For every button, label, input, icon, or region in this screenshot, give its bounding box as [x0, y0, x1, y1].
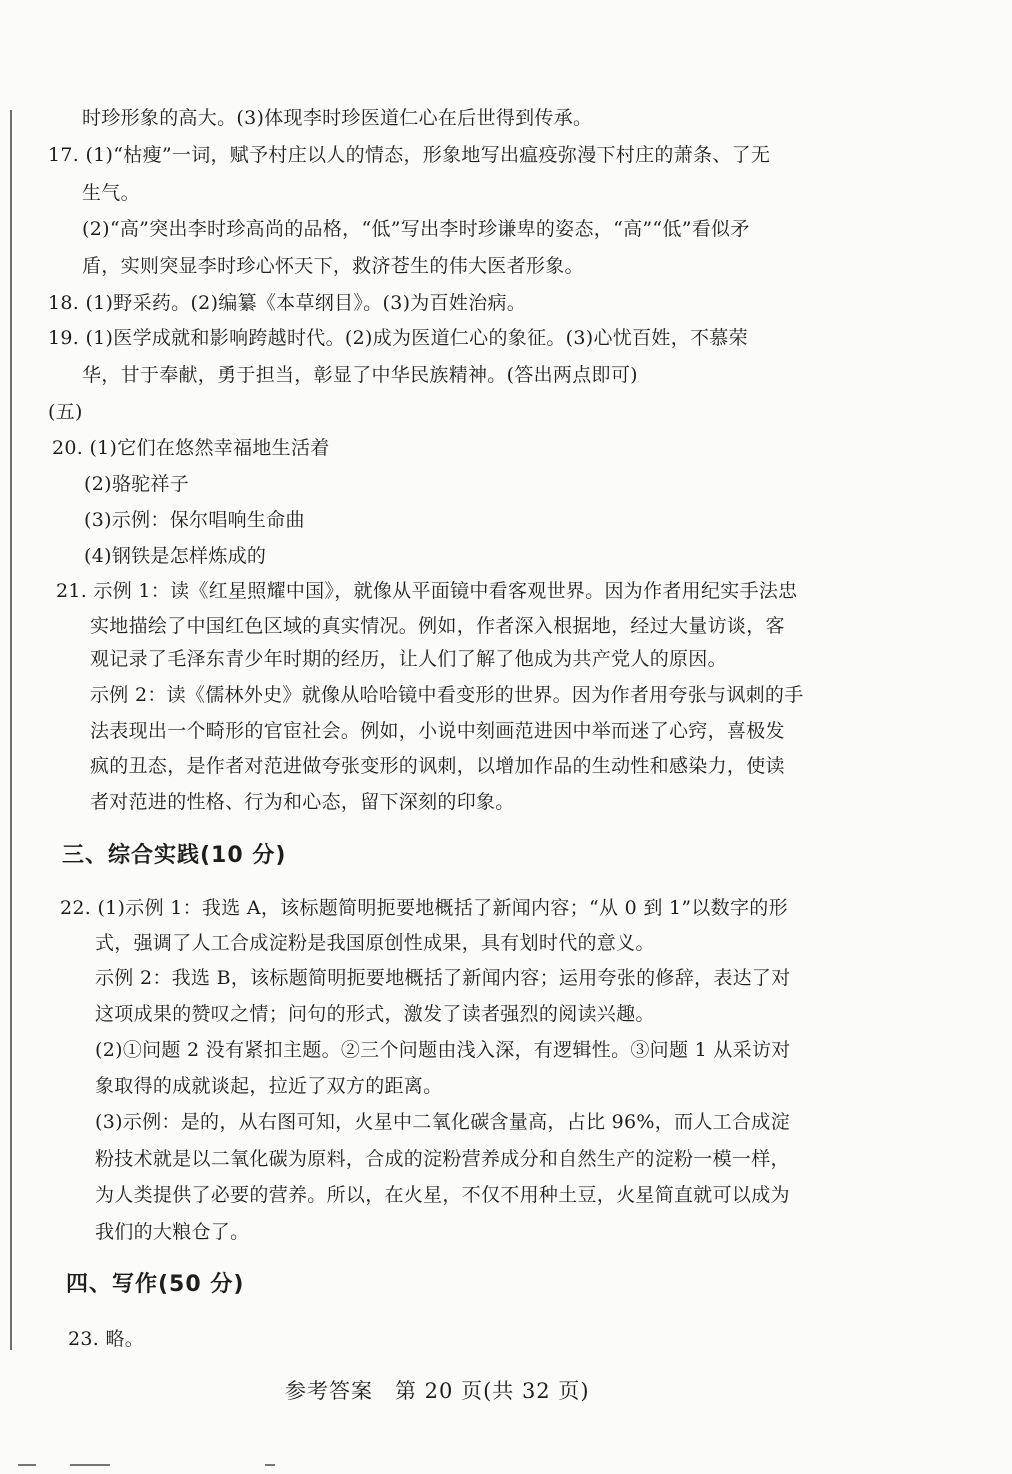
text-line: (2)①问题 2 没有紧扣主题。②三个问题由浅入深，有逻辑性。③问题 1 从采访对 — [95, 1039, 791, 1061]
text-line: 华，甘于奉献，勇于担当，彰显了中华民族精神。(答出两点即可) — [82, 364, 638, 386]
text-line: 示例 2：我选 B，该标题简明扼要地概括了新闻内容；运用夸张的修辞，表达了对 — [95, 967, 791, 989]
text-line: 盾，实则突显李时珍心怀天下，救济苍生的伟大医者形象。 — [82, 255, 584, 277]
text-line: 为人类提供了必要的营养。所以，在火星，不仅不用种土豆，火星简直就可以成为 — [95, 1184, 790, 1206]
text-line: 实地描绘了中国红色区域的真实情况。例如，作者深入根据地，经过大量访谈，客 — [90, 615, 785, 637]
text-line: 时珍形象的高大。(3)体现李时珍医道仁心在后世得到传承。 — [82, 107, 593, 129]
text-line: (3)示例：保尔唱响生命曲 — [84, 509, 305, 531]
text-line: (3)示例：是的，从右图可知，火星中二氧化碳含量高，占比 96%，而人工合成淀 — [95, 1111, 790, 1133]
text-line: 21. 示例 1：读《红星照耀中国》，就像从平面镜中看客观世界。因为作者用纪实手法忠 — [56, 580, 798, 602]
section-heading: 四、写作(50 分) — [66, 1272, 245, 1297]
text-line: 20. (1)它们在悠然幸福地生活着 — [52, 437, 330, 459]
text-line: 粉技术就是以二氧化碳为原料，合成的淀粉营养成分和自然生产的淀粉一模一样， — [95, 1148, 790, 1170]
text-line: 观记录了毛泽东青少年时期的经历，让人们了解了他成为共产党人的原因。 — [90, 648, 727, 670]
text-line: 者对范进的性格、行为和心态，留下深刻的印象。 — [90, 791, 515, 813]
text-line: (4)钢铁是怎样炼成的 — [84, 545, 267, 567]
text-line: 23. 略。 — [68, 1328, 145, 1350]
text-line: 19. (1)医学成就和影响跨越时代。(2)成为医道仁心的象征。(3)心忧百姓，不慕荣 — [48, 327, 748, 349]
text-line: 象取得的成就谈起，拉近了双方的距离。 — [95, 1075, 443, 1097]
text-line: 疯的丑态，是作者对范进做夸张变形的讽刺，以增加作品的生动性和感染力，使读 — [90, 755, 785, 777]
text-line: 法表现出一个畸形的官宦社会。例如，小说中刻画范进因中举而迷了心窍，喜极发 — [90, 720, 785, 742]
text-line: 18. (1)野采药。(2)编纂《本草纲目》。(3)为百姓治病。 — [48, 292, 527, 314]
text-line: 我们的大粮仓了。 — [95, 1221, 250, 1243]
section-heading: 三、综合实践(10 分) — [62, 843, 287, 868]
text-line: 这项成果的赞叹之情；问句的形式，激发了读者强烈的阅读兴趣。 — [95, 1003, 655, 1025]
text-line: 22. (1)示例 1：我选 A，该标题简明扼要地概括了新闻内容；“从 0 到 1”以数字的形 — [60, 897, 788, 919]
text-line: 17. (1)“枯瘦”一词，赋予村庄以人的情态，形象地写出瘟疫弥漫下村庄的萧条、了无 — [48, 144, 771, 166]
text-line: 生气。 — [82, 182, 140, 204]
text-line: 示例 2：读《儒林外史》就像从哈哈镜中看变形的世界。因为作者用夸张与讽刺的手 — [90, 684, 804, 706]
text-line: 式，强调了人工合成淀粉是我国原创性成果，具有划时代的意义。 — [95, 932, 655, 954]
text-line: (2)“高”突出李时珍高尚的品格，“低”写出李时珍谦卑的姿态，“高”“低”看似矛 — [82, 218, 750, 240]
scan-edge-marks — [0, 1462, 1012, 1474]
section-label: (五) — [48, 401, 83, 423]
page-footer: 参考答案 第 20 页(共 32 页) — [285, 1379, 590, 1403]
text-line: (2)骆驼祥子 — [84, 473, 190, 495]
left-margin-line — [10, 110, 12, 1350]
